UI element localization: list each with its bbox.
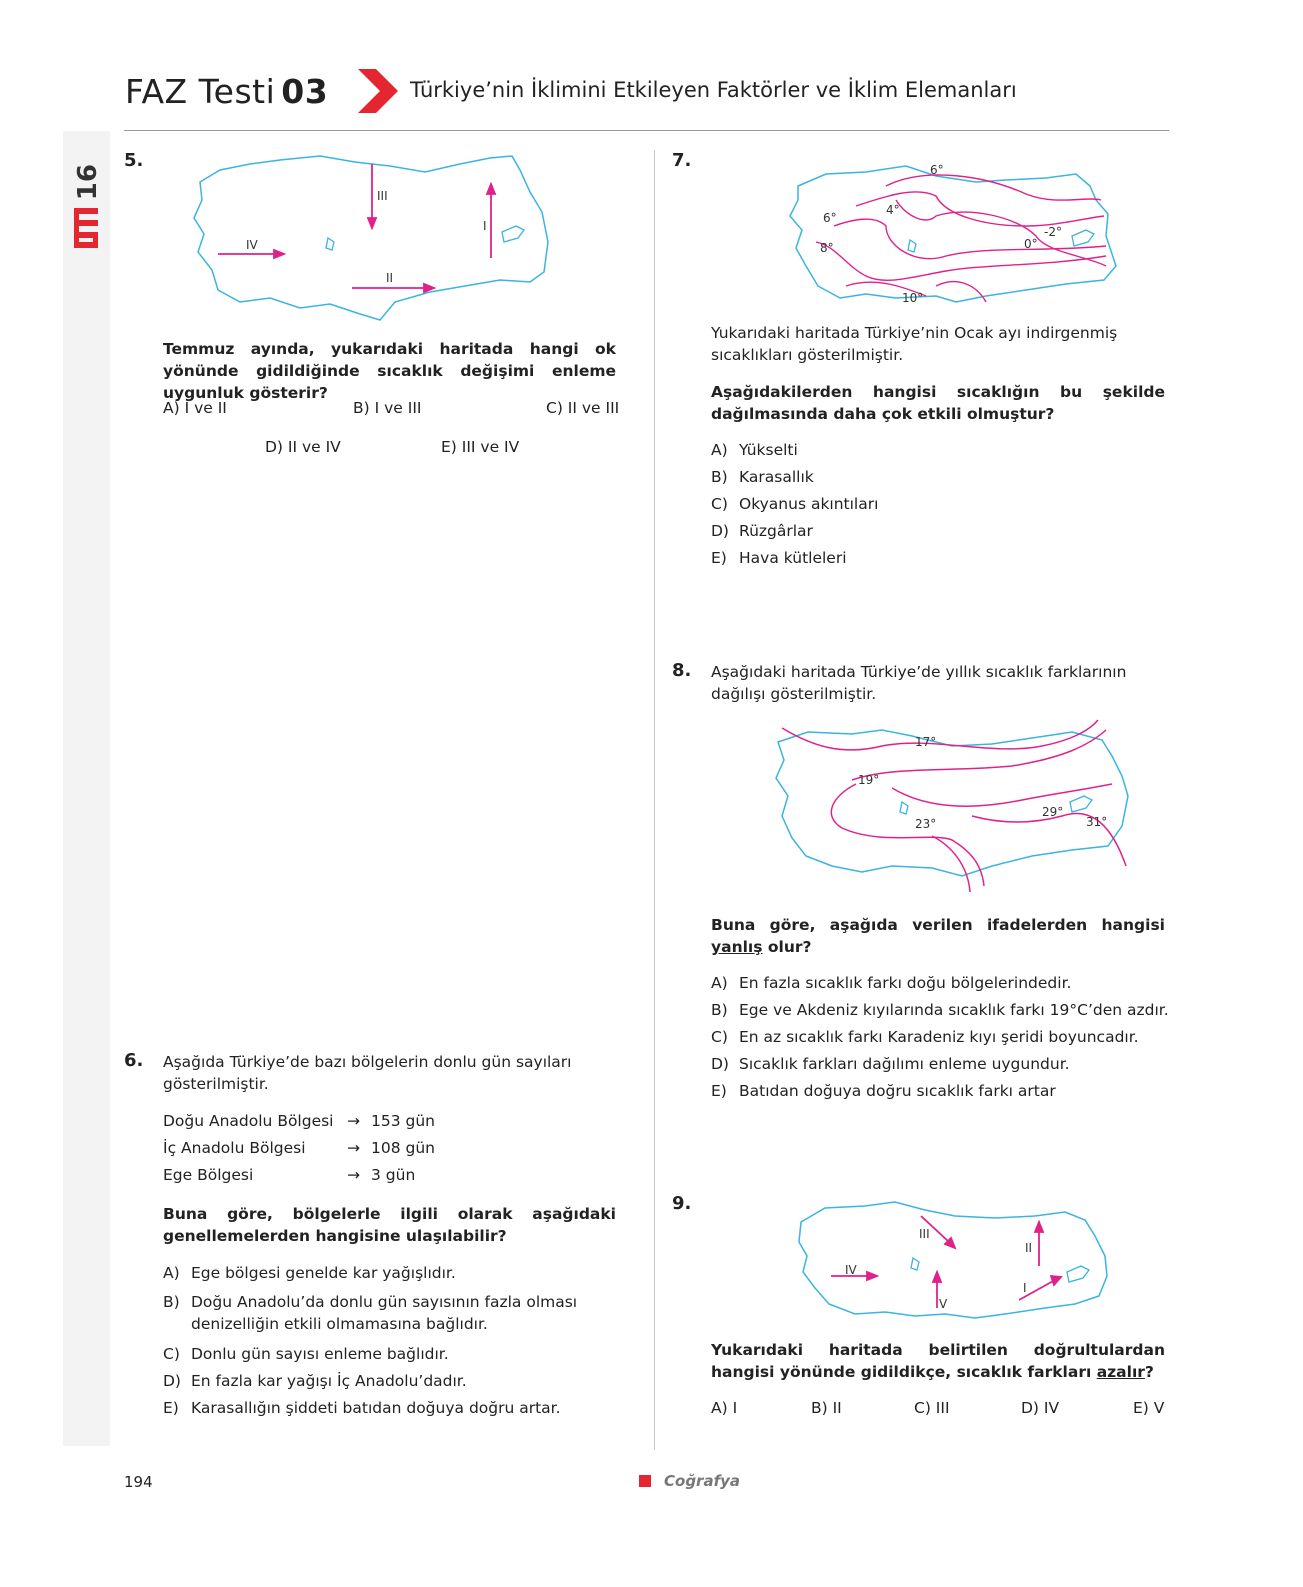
option-d[interactable]: D) Rüzgârlar <box>711 522 813 540</box>
option-a[interactable]: A) I ve II <box>163 399 227 417</box>
question-number: 9. <box>672 1193 692 1214</box>
question-stem: Buna göre, aşağıda verilen ifadelerden hangisi yanlış olur? <box>711 916 1165 956</box>
subject-label: Coğrafya <box>664 1472 740 1490</box>
map-turkey-directions <box>795 1196 1115 1324</box>
map-label: I <box>483 219 487 233</box>
map-january-isotherms <box>786 156 1126 310</box>
question-intro: Yukarıdaki haritada Türkiye’nin Ocak ayı indirgenmiş sıcaklıkları gösterilmiştir. <box>711 324 1118 364</box>
question-intro: Aşağıda Türkiye’de bazı bölgelerin donlu gün sayıları gösterilmiştir. <box>163 1053 572 1093</box>
option-b[interactable]: B) II <box>811 1399 842 1417</box>
map-label: 17° <box>915 735 937 749</box>
option-b[interactable]: B) Karasallık <box>711 468 814 486</box>
map-label: 4° <box>886 203 900 217</box>
option-b[interactable]: B) I ve III <box>353 399 422 417</box>
map-label: 29° <box>1042 805 1064 819</box>
question-stem: Buna göre, bölgelerle ilgili olarak aşağıdaki genellemelerden hangisine ulaşılabilir? <box>163 1205 616 1245</box>
option-b[interactable]: B) Doğu Anadolu’da donlu gün sayısının fazla olması denizelliğin etkili olmamasına bağlıdır. <box>163 1293 578 1333</box>
map-label: 19° <box>858 773 880 787</box>
option-c[interactable]: C) III <box>914 1399 950 1417</box>
chevron-right-icon <box>358 69 402 113</box>
question-stem: Aşağıdakilerden hangisi sıcaklığın bu şekilde dağılmasında daha çok etkili olmuştur? <box>711 383 1165 423</box>
option-d[interactable]: D) Sıcaklık farkları dağılımı enleme uygundur. <box>711 1055 1070 1073</box>
question-number: 5. <box>124 150 144 171</box>
option-list <box>163 1264 616 1426</box>
header-divider <box>124 130 1169 131</box>
question-number: 8. <box>672 660 692 681</box>
option-e[interactable]: E) Batıdan doğuya doğru sıcaklık farkı artar <box>711 1082 1056 1100</box>
question-stem: Temmuz ayında, yukarıdaki haritada hangi ok yönünde gidildiğinde sıcaklık değişimi enleme uygunluk gösterir? <box>163 340 616 402</box>
option-e[interactable]: E) Karasallığın şiddeti batıdan doğuya doğru artar. <box>163 1399 561 1417</box>
option-a[interactable]: A) Ege bölgesi genelde kar yağışlıdır. <box>163 1264 456 1282</box>
map-turkey-arrows <box>190 152 555 331</box>
table-row: Doğu Anadolu Bölgesi → 153 gün <box>163 1112 435 1130</box>
option-list <box>711 974 1171 1109</box>
map-label: II <box>386 271 394 285</box>
option-a[interactable]: A) Yükselti <box>711 441 798 459</box>
map-label: V <box>939 1297 948 1311</box>
option-c[interactable]: C) II ve III <box>546 399 620 417</box>
option-c[interactable]: C) Donlu gün sayısı enleme bağlıdır. <box>163 1345 449 1363</box>
question-intro: Aşağıdaki haritada Türkiye’de yıllık sıcaklık farklarının dağılışı gösterilmiştir. <box>711 663 1127 703</box>
option-e[interactable]: E) III ve IV <box>441 438 520 456</box>
option-c[interactable]: C) Okyanus akıntıları <box>711 495 879 513</box>
map-label: IV <box>246 238 258 252</box>
frost-days-table <box>163 1112 435 1193</box>
page-title: FAZ Testi 03 <box>125 72 329 111</box>
option-d[interactable]: D) II ve IV <box>265 438 341 456</box>
option-a[interactable]: A) En fazla sıcaklık farkı doğu bölgelerindedir. <box>711 974 1072 992</box>
map-label: III <box>919 1227 930 1241</box>
map-label: -2° <box>1044 225 1062 239</box>
page-number: 194 <box>124 1473 153 1491</box>
side-strip <box>63 131 110 1446</box>
side-tab <box>60 150 116 260</box>
option-a[interactable]: A) I <box>711 1399 738 1417</box>
map-label: 6° <box>930 163 944 177</box>
map-label: 31° <box>1086 815 1108 829</box>
map-label: 6° <box>823 211 837 225</box>
map-label: III <box>377 189 388 203</box>
square-icon <box>639 1475 651 1487</box>
map-label: II <box>1025 1241 1033 1255</box>
option-b[interactable]: B) Ege ve Akdeniz kıyılarında sıcaklık farkı 19°C’den azdır. <box>711 1001 1169 1019</box>
map-label: 8° <box>820 241 834 255</box>
question-number: 6. <box>124 1050 144 1071</box>
page-subtitle: Türkiye’nin İklimini Etkileyen Faktörler ve İklim Elemanları <box>410 78 1017 102</box>
question-stem: Yukarıdaki haritada belirtilen doğrultulardan hangisi yönünde gidildikçe, sıcaklık farkları azalır? <box>711 1341 1165 1381</box>
question-number: 7. <box>672 150 692 171</box>
map-label: IV <box>845 1263 857 1277</box>
option-e[interactable]: E) Hava kütleleri <box>711 549 847 567</box>
option-d[interactable]: D) IV <box>1021 1399 1060 1417</box>
option-list <box>711 441 1165 576</box>
map-label: 10° <box>902 291 924 305</box>
option-e[interactable]: E) V <box>1133 1399 1165 1417</box>
table-row: İç Anadolu Bölgesi → 108 gün <box>163 1139 435 1157</box>
side-tab-number: 16 <box>73 164 103 201</box>
column-divider <box>654 150 655 1450</box>
map-label: 23° <box>915 817 937 831</box>
table-row: Ege Bölgesi → 3 gün <box>163 1166 416 1184</box>
map-annual-range <box>772 716 1132 898</box>
option-d[interactable]: D) En fazla kar yağışı İç Anadolu’dadır. <box>163 1372 467 1390</box>
option-c[interactable]: C) En az sıcaklık farkı Karadeniz kıyı şeridi boyuncadır. <box>711 1028 1139 1046</box>
map-label: 0° <box>1024 237 1038 251</box>
map-label: I <box>1023 1281 1027 1295</box>
